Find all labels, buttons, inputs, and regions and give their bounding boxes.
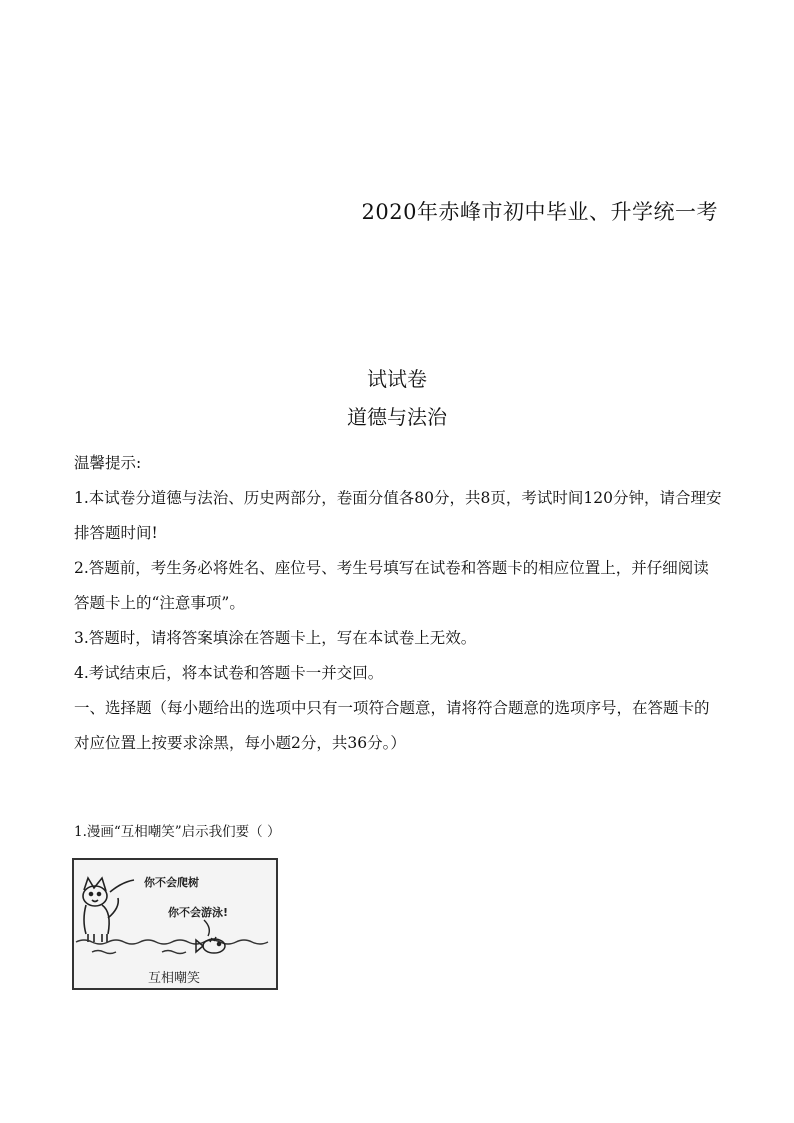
comic-speech-cat: 你不会爬树 <box>144 876 199 889</box>
comic-mutual-ridicule <box>72 858 278 990</box>
question-1: 1.漫画“互相嘲笑”启示我们要（ ） <box>74 824 281 840</box>
tip-item-3: 3.答题时，请将答案填涂在答题卡上，写在本试卷上无效。 <box>74 629 477 647</box>
comic-speech-fish: 你不会游泳! <box>168 906 229 919</box>
subtitle-subject: 道德与法治 <box>347 405 447 429</box>
tip-item-1: 1.本试卷分道德与法治、历史两部分，卷面分值各80分，共8页，考试时间120分钟，请合理安排答题时间! <box>74 489 722 542</box>
subtitle-exam-paper: 试试卷 <box>367 367 427 391</box>
exam-title: 2020年赤峰市初中毕业、升学统一考 <box>361 200 718 224</box>
tip-item-4: 4.考试结束后，将本试卷和答题卡一并交回。 <box>74 664 384 682</box>
tips-heading: 温馨提示: <box>74 454 142 472</box>
section-heading-choice: 一、选择题（每小题给出的选项中只有一项符合题意，请将符合题意的选项序号，在答题卡的对应位置上按要求涂黑，每小题2分，共36分。） <box>74 699 710 752</box>
comic-caption: 互相嘲笑 <box>148 971 201 986</box>
tip-item-2: 2.答题前，考生务必将姓名、座位号、考生号填写在试卷和答题卡的相应位置上，并仔细阅读答题卡上的“注意事项”。 <box>74 559 709 612</box>
